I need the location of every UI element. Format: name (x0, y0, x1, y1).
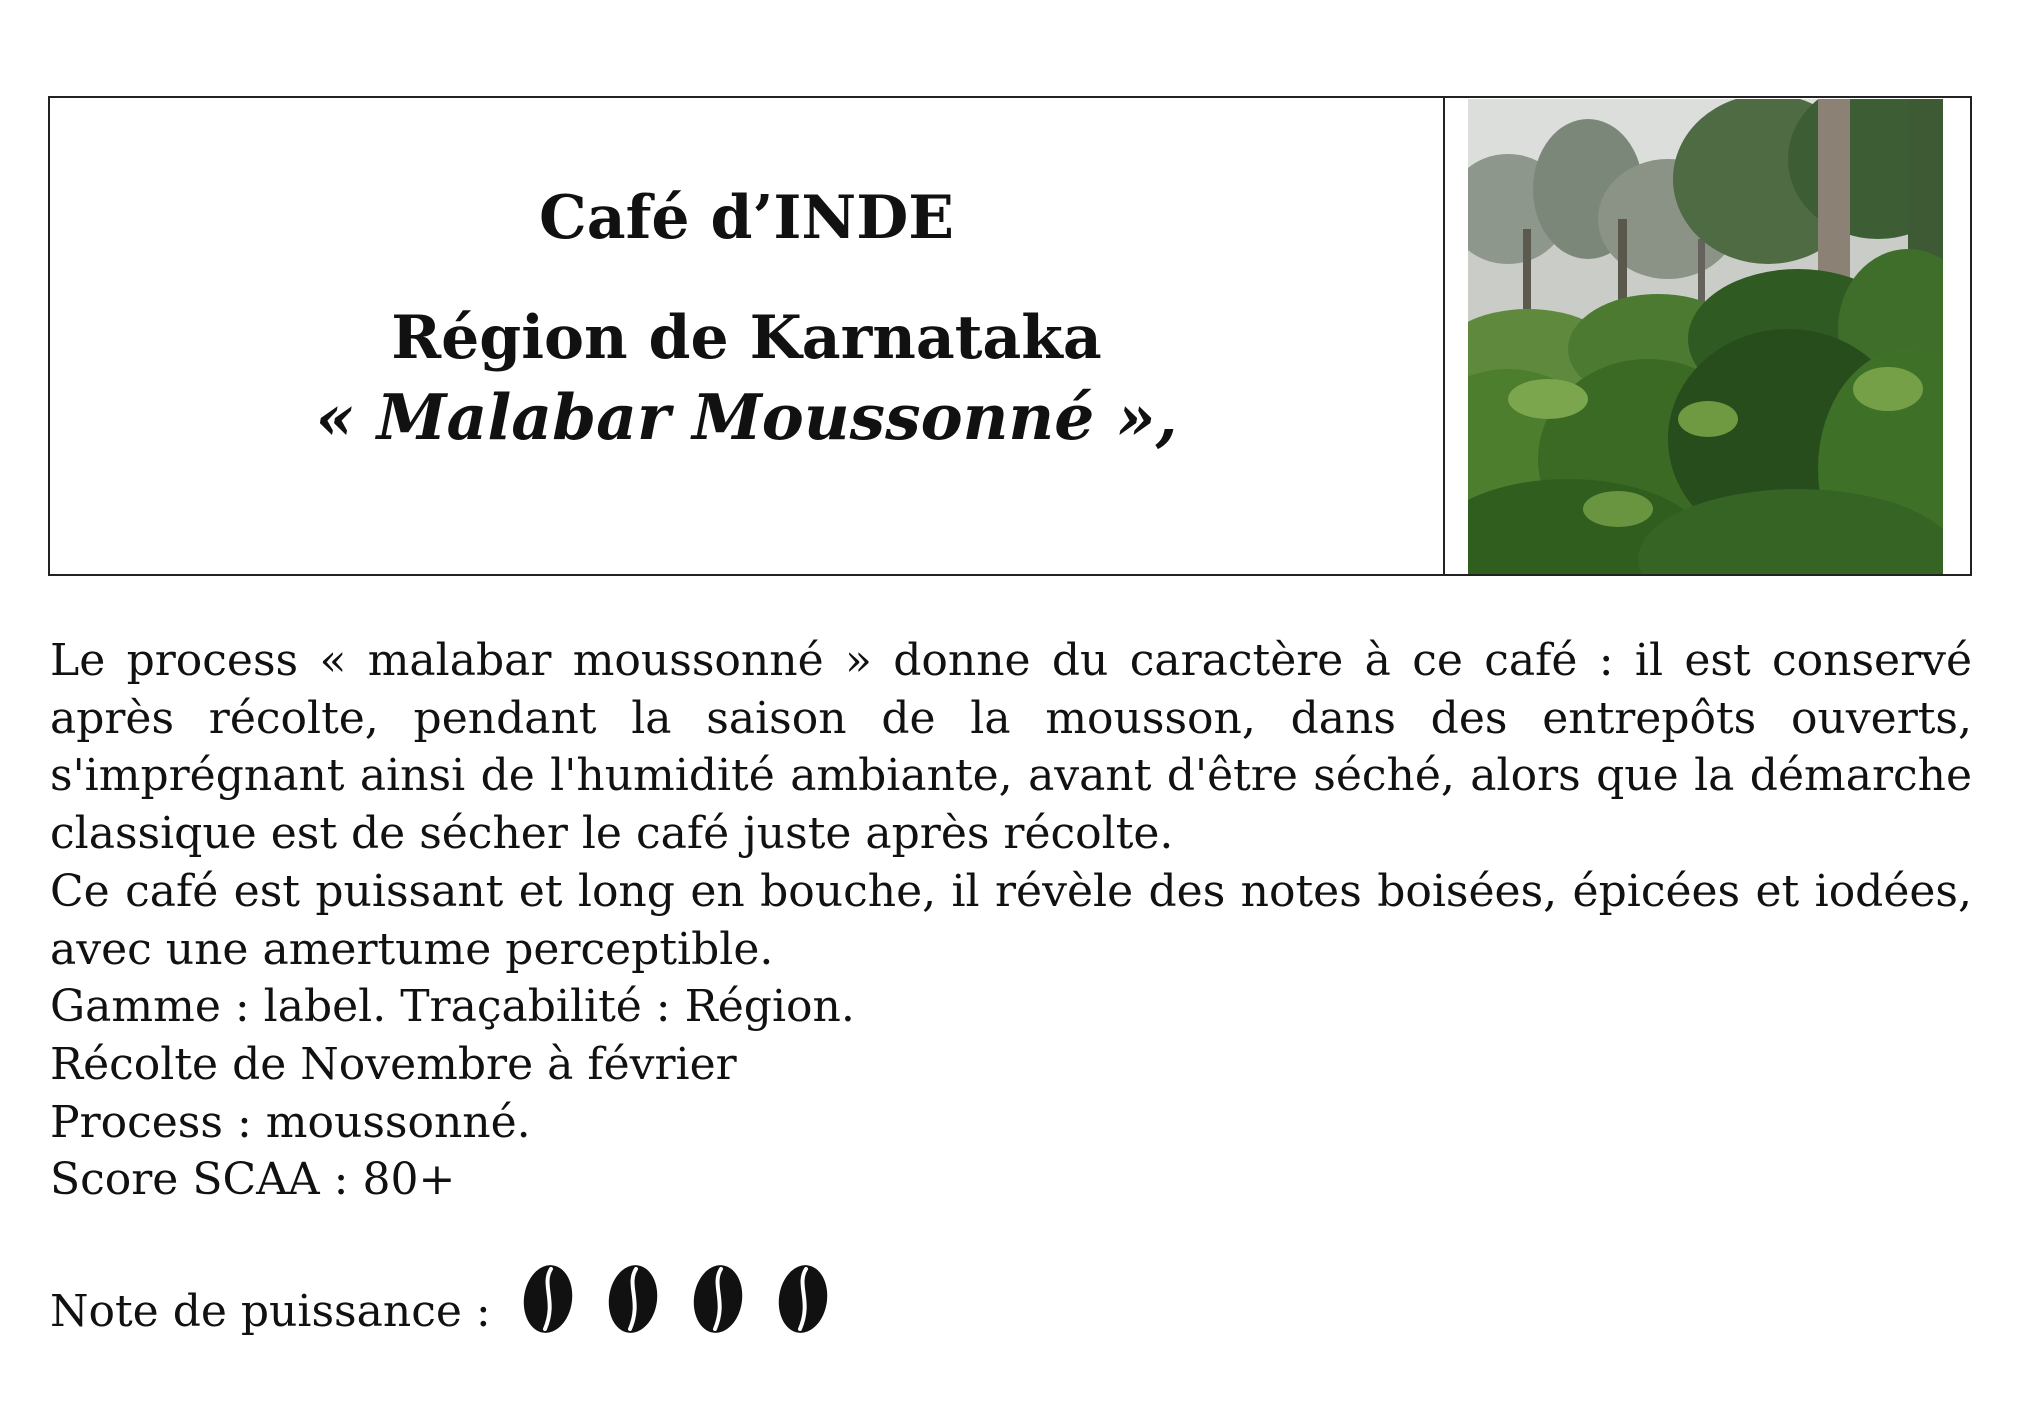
description (50, 632, 1972, 1341)
recolte-line: Récolte de Novembre à février (50, 1038, 737, 1090)
description-paragraph-process: Le process « malabar moussonné » donne du caractère à ce café : il est conservé après récolte, pendant la saison de la mousson, dans des entrepôts ouverts, s'imprégnant ainsi de l'humidité ambiante, avant d'être séché, alors que la démarche classique est de sécher le café juste après récolte. (50, 635, 1972, 860)
coffee-bean-icon (776, 1263, 830, 1335)
gamme-line: Gamme : label. Traçabilité : Région. (50, 981, 855, 1033)
title-cell (50, 98, 1445, 574)
coffee-bean-icon (521, 1263, 575, 1335)
coffee-bean-icon (606, 1263, 660, 1335)
region-title: Région de Karnataka (391, 303, 1102, 373)
coffee-plantation-photo (1468, 99, 1943, 574)
process-line: Process : moussonné. (50, 1096, 531, 1148)
description-paragraph-taste: Ce café est puissant et long en bouche, il révèle des notes boisées, épicées et iodées, avec une amertume perceptible. (50, 865, 1972, 975)
power-rating (50, 1269, 1972, 1341)
header-box (48, 96, 1972, 576)
product-title: Café d’INDE (538, 183, 955, 253)
coffee-bean-icon (691, 1263, 745, 1335)
photo-cell (1445, 98, 1970, 574)
power-label: Note de puissance : (50, 1286, 491, 1338)
score-line: Score SCAA : 80+ (50, 1154, 456, 1206)
process-title: « Malabar Moussonné », (315, 380, 1178, 454)
power-beans (521, 1263, 830, 1335)
